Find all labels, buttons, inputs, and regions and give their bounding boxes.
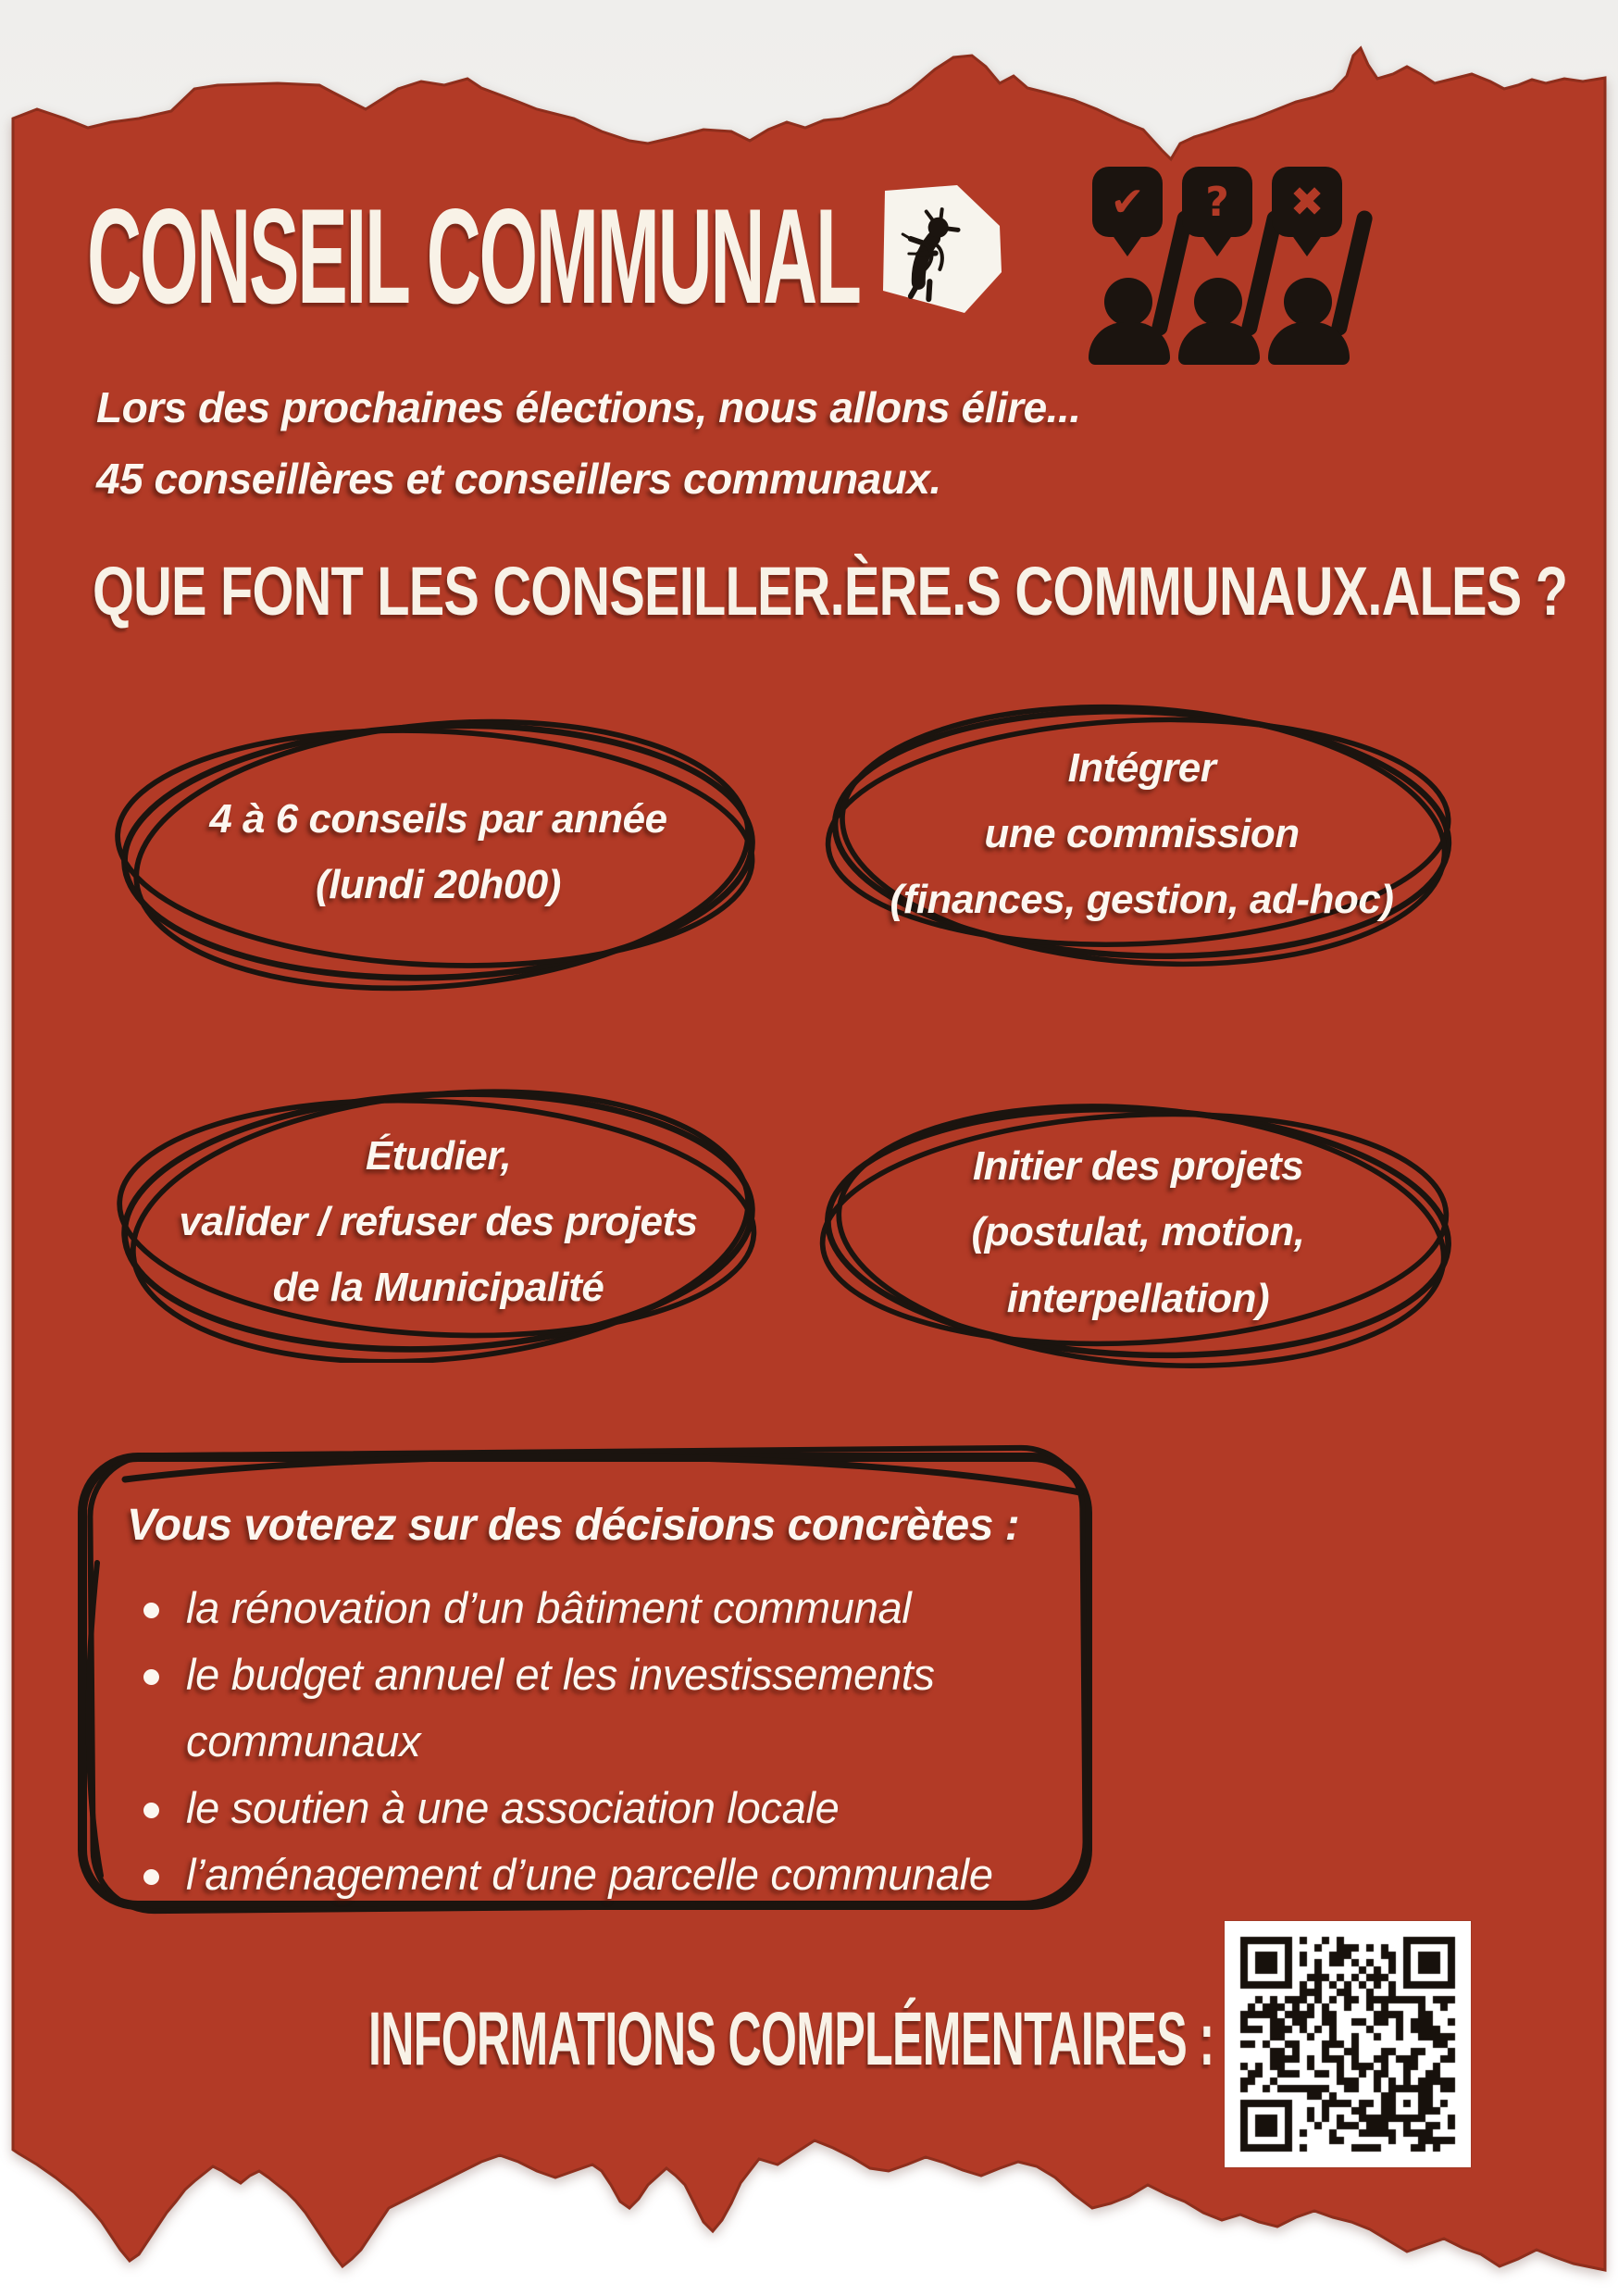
decision-item: la rénovation d’un bâtiment communal <box>127 1575 1015 1641</box>
decision-item: le budget annuel et les investissements communaux <box>127 1641 1015 1775</box>
person-cross-bubble-icon <box>1272 167 1353 365</box>
question-heading <box>93 553 1618 630</box>
voters-icons <box>1092 167 1353 365</box>
person-head <box>1194 278 1242 326</box>
oval-meetings <box>108 710 768 993</box>
oval-line: valider / refuser des projets <box>179 1198 698 1244</box>
question-heading-text: QUE FONT LES CONSEILLER.ÈRE.S COMMUNAUX.ALES ? <box>93 553 1568 630</box>
oval-commission-text <box>890 735 1394 933</box>
oval-line: une commission <box>984 810 1300 856</box>
oval-line: (lundi 20h00) <box>316 862 561 907</box>
oval-line: interpellation) <box>1006 1275 1270 1321</box>
oval-line: 4 à 6 conseils par année <box>209 795 667 842</box>
intro-line-1: Lors des prochaines élections, nous allons élire... <box>96 383 1081 431</box>
info-heading-text: INFORMATIONS COMPLÉMENTAIRES : <box>368 1997 1214 2081</box>
oval-review-text <box>179 1123 697 1321</box>
qr-code <box>1225 1921 1471 2167</box>
oval-line: (finances, gestion, ad-hoc) <box>890 877 1394 923</box>
cross-icon: ✖ <box>1289 178 1325 226</box>
person-head <box>1104 278 1152 326</box>
decision-item: l’aménagement d’une parcelle communale <box>127 1841 1015 1908</box>
oval-review <box>108 1080 768 1363</box>
decisions-list <box>127 1575 1015 1908</box>
cross-bubble <box>1272 167 1342 237</box>
person-check-bubble-icon <box>1092 167 1174 365</box>
question-bubble <box>1182 167 1252 237</box>
intro-line-2: 45 conseillères et conseillers communaux. <box>96 455 941 504</box>
page-title-text: CONSEIL COMMUNAL <box>87 181 860 331</box>
oval-line: Initier des projets <box>972 1143 1304 1190</box>
oval-initiate-text <box>971 1133 1304 1331</box>
decisions-box <box>69 1442 1104 1921</box>
oval-line: (postulat, motion, <box>971 1209 1305 1255</box>
oval-line: Étudier, <box>365 1132 512 1179</box>
decision-item: le soutien à une association locale <box>127 1775 1015 1841</box>
person-question-bubble-icon <box>1182 167 1263 365</box>
decisions-heading: Vous voterez sur des décisions concrètes : <box>127 1501 1020 1550</box>
lion-flag-icon <box>876 183 1005 319</box>
oval-commission <box>819 696 1464 971</box>
check-bubble <box>1092 167 1163 237</box>
oval-meetings-text <box>209 786 666 918</box>
oval-line: Intégrer <box>1067 744 1216 791</box>
oval-initiate <box>812 1094 1464 1370</box>
oval-line: de la Municipalité <box>272 1265 604 1311</box>
person-head <box>1284 278 1332 326</box>
check-icon: ✔ <box>1110 178 1145 226</box>
intro-paragraph <box>96 372 1081 516</box>
decisions-content <box>127 1500 1052 1908</box>
question-icon: ? <box>1205 178 1229 226</box>
